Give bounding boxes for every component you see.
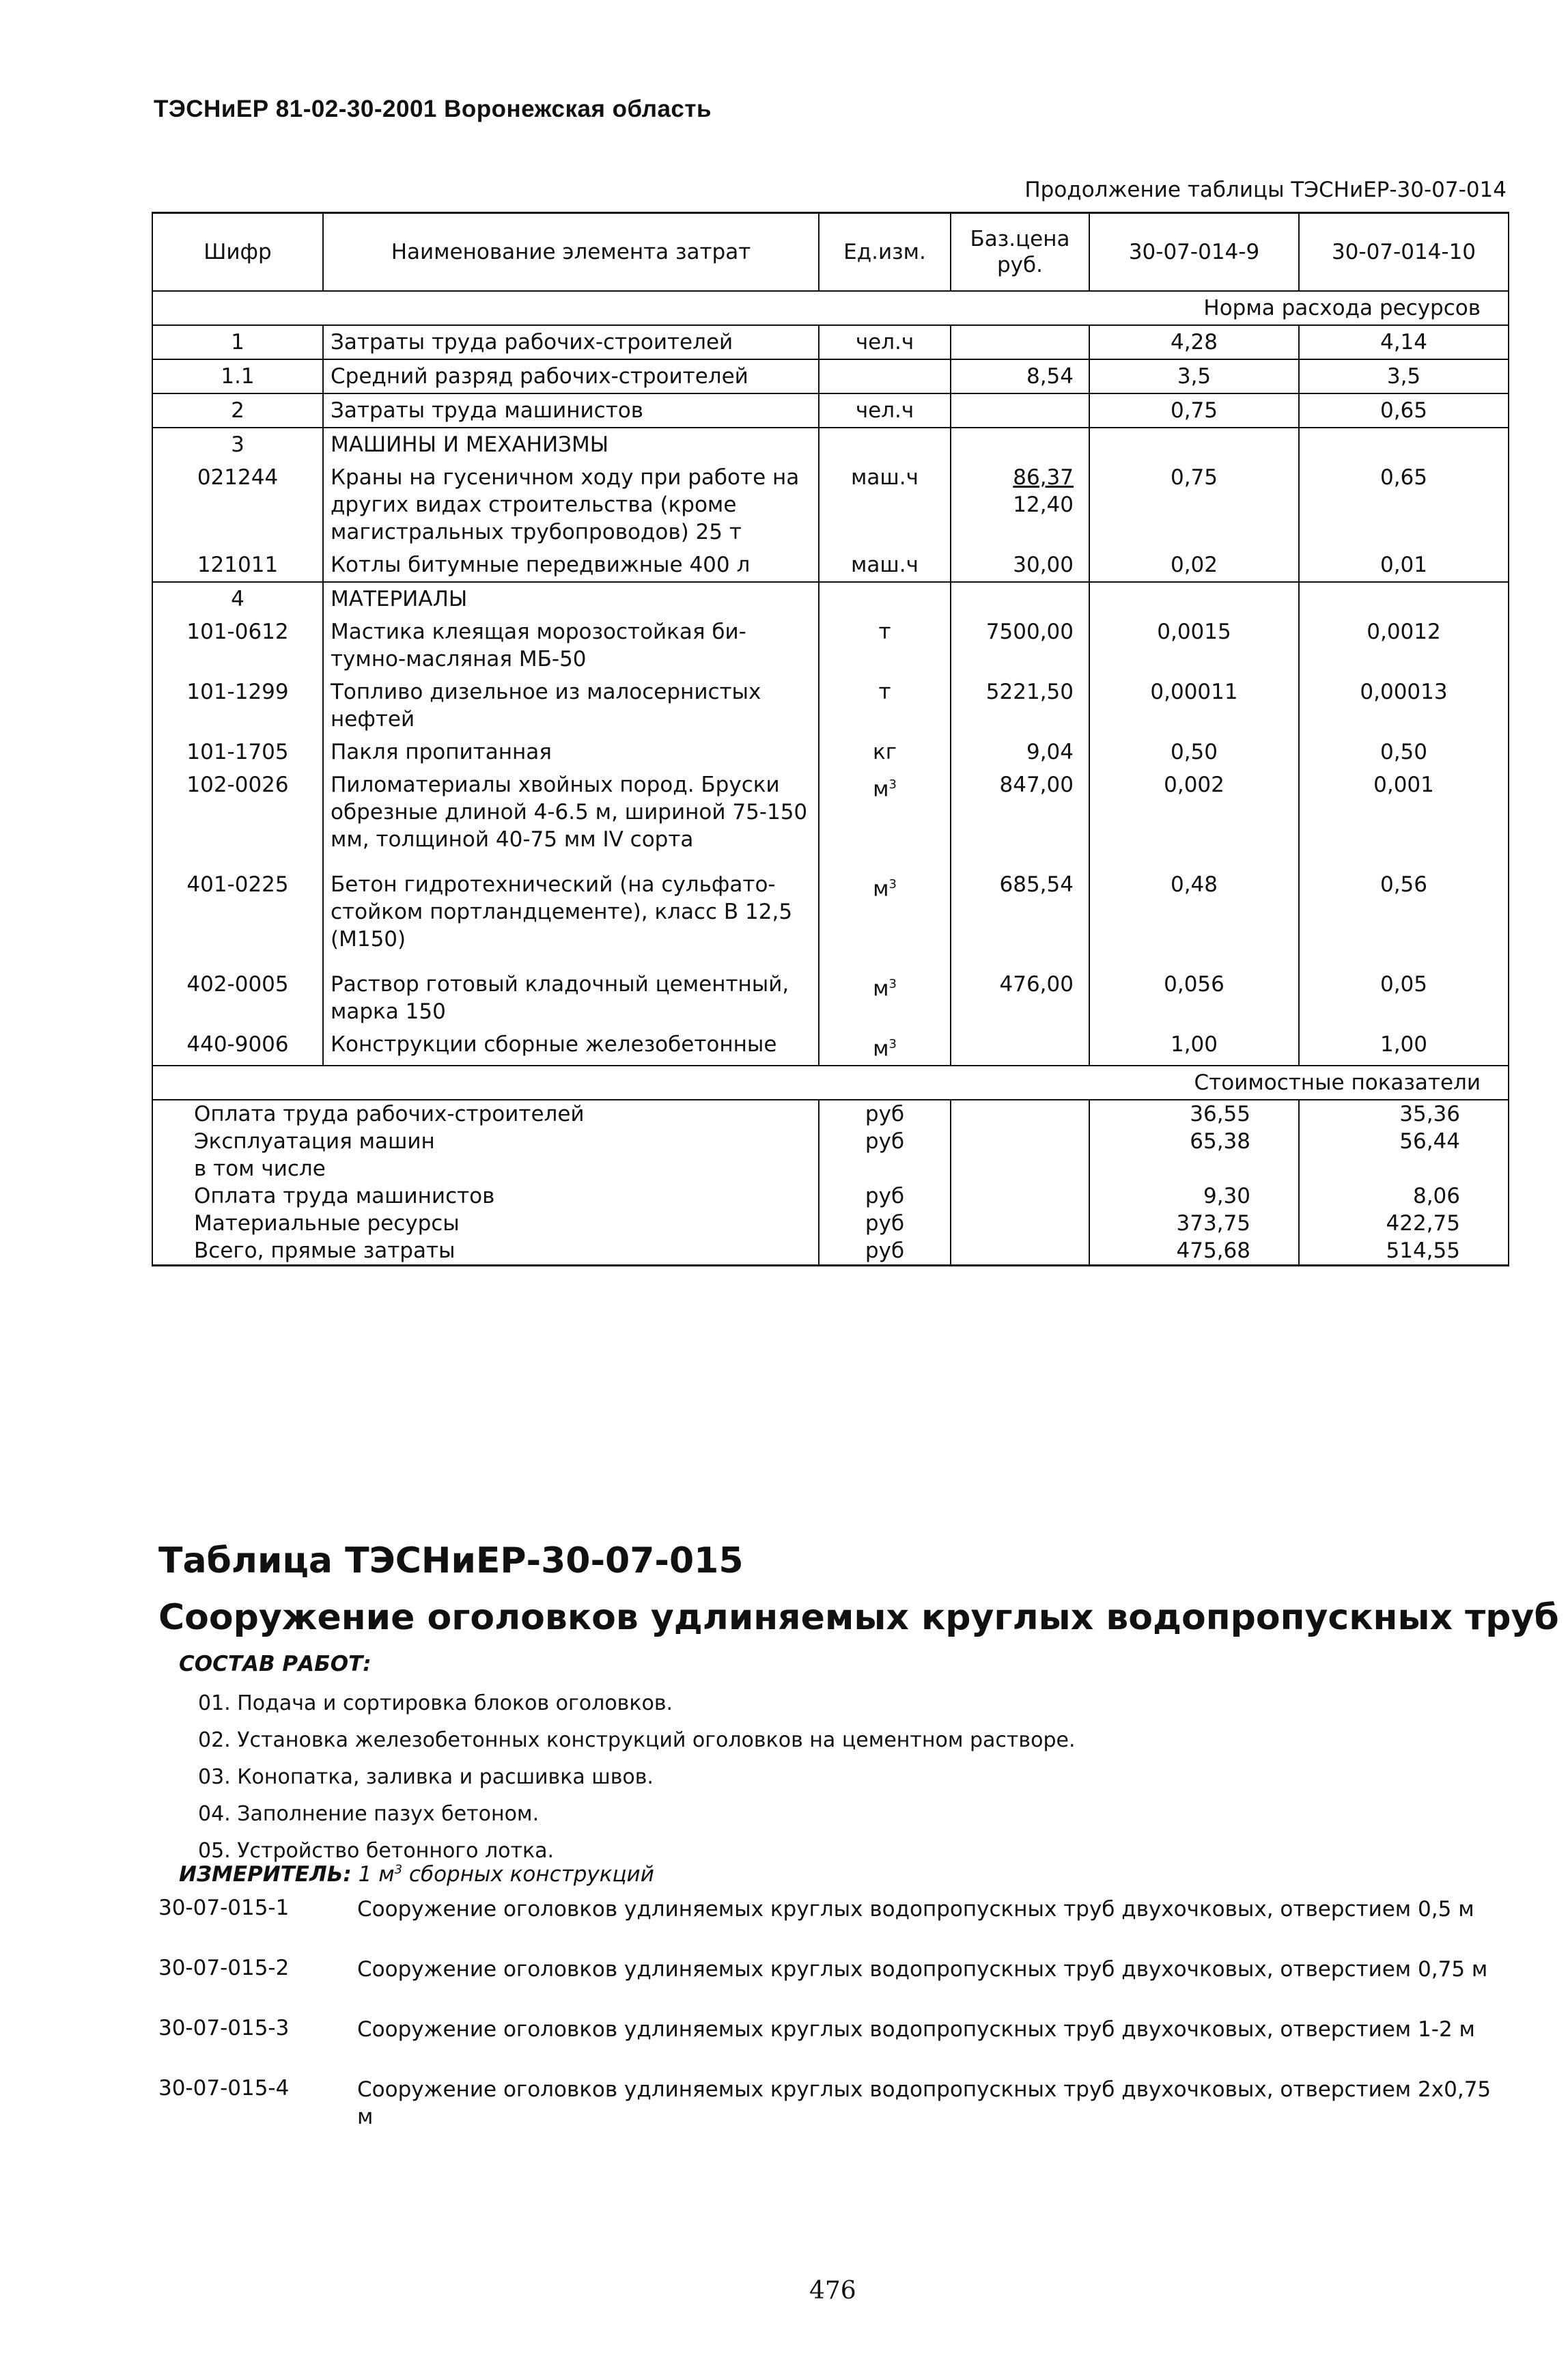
row-value-a: 0,02: [1089, 549, 1299, 582]
row-value-a: 0,0015: [1089, 615, 1299, 676]
cost-row: [152, 1155, 1509, 1182]
row-unit: [819, 736, 951, 768]
row-price: [951, 582, 1089, 615]
cost-row: [152, 1210, 1509, 1237]
row-price: [951, 615, 1089, 676]
col-header-variant-a: 30-07-014-9: [1089, 213, 1299, 292]
table-row: [152, 956, 1509, 1028]
work-item: 02. Установка железобетонных конструкций оголовков на цементном растворе.: [198, 1728, 1076, 1752]
table-row: [152, 615, 1509, 676]
cost-row: [152, 1128, 1509, 1155]
cost-name: в том числе: [152, 1155, 819, 1182]
row-value-b: 0,00013: [1299, 676, 1509, 736]
row-price: [951, 768, 1089, 856]
row-value-b: [1299, 582, 1509, 615]
unit-text: маш.ч: [851, 465, 919, 490]
row-name: Мастика клеящая морозостойкая би-тумно-масляная МБ-50: [323, 615, 819, 676]
row-code: 1: [152, 325, 323, 359]
row-name: Средний разряд рабочих-строителей: [323, 359, 819, 393]
row-price: [951, 956, 1089, 1028]
table-row: [152, 676, 1509, 736]
cost-price-empty: [951, 1182, 1089, 1210]
row-value-b: 0,001: [1299, 768, 1509, 856]
variant-code: 30-07-015-3: [158, 2016, 290, 2040]
table-row: [152, 736, 1509, 768]
price-value: 847,00: [999, 773, 1074, 797]
cost-row: [152, 1237, 1509, 1266]
unit-sup: 3: [888, 1037, 897, 1051]
row-code: 101-1705: [152, 736, 323, 768]
row-unit: [819, 856, 951, 956]
row-value-b: 0,05: [1299, 956, 1509, 1028]
table-header-row: [152, 213, 1509, 292]
row-unit: [819, 582, 951, 615]
row-price: [951, 428, 1089, 461]
col-header-unit: Ед.изм.: [819, 213, 951, 292]
col-header-price-line2: руб.: [997, 253, 1043, 277]
row-value-a: 0,48: [1089, 856, 1299, 956]
cost-value-a: 9,30: [1089, 1182, 1299, 1210]
meter-value: 1 $м^3$ сборных конструкций: [358, 1862, 654, 1887]
row-price: [951, 676, 1089, 736]
price-value-2: 12,40: [1013, 493, 1074, 517]
document-title: ТЭСНиЕР 81-02-30-2001 Воронежская область: [154, 96, 712, 122]
cost-price-empty: [951, 1128, 1089, 1155]
cost-price-empty: [951, 1100, 1089, 1128]
row-name: Топливо дизельное из малосернистых нефтей: [323, 676, 819, 736]
row-value-a: 0,00011: [1089, 676, 1299, 736]
cost-value-b: 8,06: [1299, 1182, 1509, 1210]
unit-text: чел.ч: [855, 398, 914, 423]
composition-label: СОСТАВ РАБОТ:: [179, 1652, 372, 1676]
row-value-b: [1299, 428, 1509, 461]
row-name: Краны на гусеничном ходу при работе на других видах строительства (кроме магистральных трубопроводов) 25 т: [323, 461, 819, 549]
row-code: 102-0026: [152, 768, 323, 856]
table-row: [152, 428, 1509, 461]
norm-label-row: [152, 291, 1509, 325]
row-unit: [819, 461, 951, 549]
table-row: [152, 1028, 1509, 1066]
row-value-a: 0,75: [1089, 461, 1299, 549]
table-row: [152, 856, 1509, 956]
cost-value-a: 65,38: [1089, 1128, 1299, 1155]
table-row: [152, 768, 1509, 856]
price-value: 476,00: [999, 972, 1074, 997]
row-value-a: 3,5: [1089, 359, 1299, 393]
unit-text: кг: [872, 740, 897, 764]
cost-value-b: 35,36: [1299, 1100, 1509, 1128]
work-item: 03. Конопатка, заливка и расшивка швов.: [198, 1765, 654, 1789]
price-value: 685,54: [999, 872, 1074, 897]
row-code: 2: [152, 393, 323, 428]
row-code: 101-1299: [152, 676, 323, 736]
row-value-b: 0,0012: [1299, 615, 1509, 676]
cost-value-a: [1089, 1155, 1299, 1182]
unit-text: м: [873, 976, 889, 1001]
row-code: 1.1: [152, 359, 323, 393]
work-item: 04. Заполнение пазух бетоном.: [198, 1802, 540, 1826]
cost-unit: руб: [819, 1182, 951, 1210]
cost-name: Оплата труда машинистов: [152, 1182, 819, 1210]
unit-sup: 3: [888, 977, 897, 991]
row-value-a: [1089, 428, 1299, 461]
row-value-a: 1,00: [1089, 1028, 1299, 1066]
row-value-b: 0,65: [1299, 393, 1509, 428]
work-item: 01. Подача и сортировка блоков оголовков.: [198, 1691, 673, 1715]
cost-label-row: [152, 1066, 1509, 1100]
row-code: 101-0612: [152, 615, 323, 676]
cost-name: Оплата труда рабочих-строителей: [152, 1100, 819, 1128]
row-name: Пиломатериалы хвойных пород. Бруски обрезные длиной 4-6.5 м, шириной 75-150 мм, толщиной 40-75 мм IV сорта: [323, 768, 819, 856]
cost-label: Стоимостные показатели: [152, 1066, 1509, 1100]
cost-name: Материальные ресурсы: [152, 1210, 819, 1237]
variant-code: 30-07-015-4: [158, 2076, 290, 2101]
table-row: [152, 549, 1509, 582]
row-name: Раствор готовый кладочный цементный, марка 150: [323, 956, 819, 1028]
cost-value-b: 514,55: [1299, 1237, 1509, 1266]
variant-code: 30-07-015-1: [158, 1896, 290, 1920]
row-value-b: 0,50: [1299, 736, 1509, 768]
table-row: [152, 359, 1509, 393]
meter-label: ИЗМЕРИТЕЛЬ:: [179, 1862, 352, 1887]
unit-text: т: [878, 680, 891, 704]
variant-code: 30-07-015-2: [158, 1956, 290, 1980]
unit-text: м: [873, 777, 889, 802]
cost-value-b: [1299, 1155, 1509, 1182]
row-unit: [819, 676, 951, 736]
table-row: [152, 582, 1509, 615]
table-015-subtitle: Сооружение оголовков удлиняемых круглых водопропускных труб: [158, 1597, 1559, 1638]
row-name: Бетон гидротехнический (на сульфато-стойком портландцементе), класс В 12,5 (М150): [323, 856, 819, 956]
cost-price-empty: [951, 1155, 1089, 1182]
price-value: 5221,50: [985, 680, 1074, 704]
row-name: Пакля пропитанная: [323, 736, 819, 768]
variant-description: Сооружение оголовков удлиняемых круглых водопропускных труб двухочковых, отверстием 0,5 м: [357, 1897, 1474, 1922]
row-unit: [819, 325, 951, 359]
row-code: 440-9006: [152, 1028, 323, 1066]
row-name: Конструкции сборные железобетонные: [323, 1028, 819, 1066]
row-price: [951, 736, 1089, 768]
cost-value-a: 475,68: [1089, 1237, 1299, 1266]
row-unit: [819, 359, 951, 393]
col-header-code: Шифр: [152, 213, 323, 292]
row-value-b: 1,00: [1299, 1028, 1509, 1066]
col-header-price: [951, 213, 1089, 292]
variant-description: Сооружение оголовков удлиняемых круглых водопропускных труб двухочковых, отверстием 1-2 м: [357, 2017, 1475, 2042]
cost-unit: [819, 1155, 951, 1182]
row-unit: [819, 615, 951, 676]
price-value: 9,04: [1026, 740, 1074, 764]
price-value: 8,54: [1026, 364, 1074, 389]
unit-text: чел.ч: [855, 330, 914, 355]
col-header-name: Наименование элемента затрат: [323, 213, 819, 292]
row-code: 402-0005: [152, 956, 323, 1028]
row-value-b: 0,01: [1299, 549, 1509, 582]
unit-text: маш.ч: [851, 553, 919, 577]
row-name: МАТЕРИАЛЫ: [323, 582, 819, 615]
row-code: 4: [152, 582, 323, 615]
row-value-b: 4,14: [1299, 325, 1509, 359]
cost-value-a: 373,75: [1089, 1210, 1299, 1237]
cost-value-b: 56,44: [1299, 1128, 1509, 1155]
row-value-a: 0,002: [1089, 768, 1299, 856]
cost-name: Всего, прямые затраты: [152, 1237, 819, 1266]
row-value-b: 3,5: [1299, 359, 1509, 393]
norm-label: Норма расхода ресурсов: [152, 291, 1509, 325]
resource-table-014: [152, 212, 1509, 1266]
table-015-title: Таблица ТЭСНиЕР-30-07-015: [158, 1540, 744, 1581]
price-value: 86,37: [1013, 465, 1074, 490]
row-value-a: 0,75: [1089, 393, 1299, 428]
row-value-a: 4,28: [1089, 325, 1299, 359]
row-value-b: 0,56: [1299, 856, 1509, 956]
row-name: МАШИНЫ И МЕХАНИЗМЫ: [323, 428, 819, 461]
price-value: 30,00: [1013, 553, 1074, 577]
row-name: Затраты труда рабочих-строителей: [323, 325, 819, 359]
table-row: [152, 461, 1509, 549]
cost-price-empty: [951, 1210, 1089, 1237]
row-value-b: 0,65: [1299, 461, 1509, 549]
row-unit: [819, 1028, 951, 1066]
row-value-a: 0,056: [1089, 956, 1299, 1028]
cost-row: [152, 1100, 1509, 1128]
cost-unit: руб: [819, 1237, 951, 1266]
cost-price-empty: [951, 1237, 1089, 1266]
table-row: [152, 325, 1509, 359]
row-code: 401-0225: [152, 856, 323, 956]
unit-text: т: [878, 620, 891, 644]
row-price: [951, 325, 1089, 359]
row-unit: [819, 768, 951, 856]
row-value-a: [1089, 582, 1299, 615]
cost-value-a: 36,55: [1089, 1100, 1299, 1128]
row-name: Затраты труда машинистов: [323, 393, 819, 428]
unit-sup: 3: [888, 777, 897, 792]
unit-text: м: [873, 876, 889, 902]
page-number: 476: [809, 2277, 856, 2305]
variant-description: Сооружение оголовков удлиняемых круглых водопропускных труб двухочковых, отверстием 2х0,75 м: [357, 2077, 1492, 2129]
cost-unit: руб: [819, 1100, 951, 1128]
row-price: [951, 393, 1089, 428]
row-price: [951, 359, 1089, 393]
row-unit: [819, 549, 951, 582]
work-item: 05. Устройство бетонного лотка.: [198, 1839, 555, 1863]
col-header-price-line1: Баз.цена: [970, 227, 1070, 251]
row-code: 121011: [152, 549, 323, 582]
row-price: [951, 461, 1089, 549]
row-unit: [819, 956, 951, 1028]
cost-value-b: 422,75: [1299, 1210, 1509, 1237]
cost-row: [152, 1182, 1509, 1210]
table-row: [152, 393, 1509, 428]
row-unit: [819, 428, 951, 461]
col-header-variant-b: 30-07-014-10: [1299, 213, 1509, 292]
row-value-a: 0,50: [1089, 736, 1299, 768]
cost-name: Эксплуатация машин: [152, 1128, 819, 1155]
cost-unit: руб: [819, 1128, 951, 1155]
row-name: Котлы битумные передвижные 400 л: [323, 549, 819, 582]
row-price: [951, 1028, 1089, 1066]
meter-line: [179, 1862, 654, 1887]
row-price: [951, 549, 1089, 582]
row-code: 3: [152, 428, 323, 461]
continuation-caption: Продолжение таблицы ТЭСНиЕР-30-07-014: [1024, 178, 1507, 202]
unit-sup: 3: [888, 877, 897, 891]
row-price: [951, 856, 1089, 956]
row-unit: [819, 393, 951, 428]
unit-text: м: [873, 1036, 889, 1062]
row-code: 021244: [152, 461, 323, 549]
price-value: 7500,00: [985, 620, 1074, 644]
variant-description: Сооружение оголовков удлиняемых круглых водопропускных труб двухочковых, отверстием 0,75 м: [357, 1957, 1488, 1982]
cost-unit: руб: [819, 1210, 951, 1237]
